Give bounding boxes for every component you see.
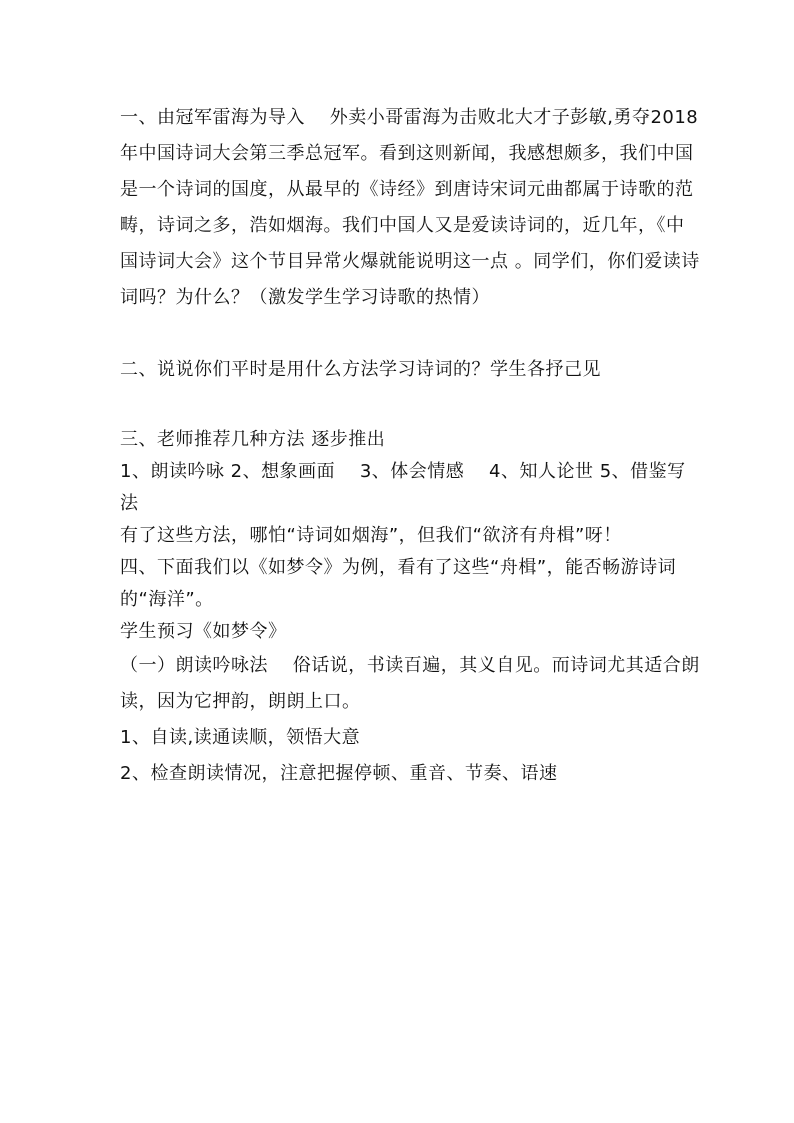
paragraph-intro: 一、由冠军雷海为导入 外卖小哥雷海为击败北大才子彭敏,勇夺2018年中国诗词大会第三季总冠军。看到这则新闻，我感想颇多，我们中国是一个诗词的国度，从最早的《诗经》到唐诗宋词元曲都属于诗歌的范畴，诗词之多，浩如烟海。我们中国人又是爱读诗词的，近几年，《中国诗词大会》这个节目异常火爆就能说明这一点 。同学们，你们爱读诗词吗？为什么？（激发学生学习诗歌的热情） <box>120 107 700 308</box>
paragraph-methods-summary: 有了这些方法，哪怕“诗词如烟海”，但我们“欲济有舟楫”呀！ <box>120 525 622 546</box>
paragraph-methods-list: 1、朗读吟咏 2、想象画面 3、体会情感 4、知人论世 5、借鉴写法 <box>120 461 686 514</box>
paragraph-example: 四、下面我们以《如梦令》为例，看有了这些“舟楫”，能否畅游诗词的“海洋”。 <box>120 557 677 610</box>
paragraph-reading-method: （一）朗读吟咏法 俗话说，书读百遍，其义自见。而诗词尤其适合朗读，因为它押韵，朗朗上口。 <box>120 655 700 712</box>
paragraph-preview: 学生预习《如梦令》 <box>120 621 287 642</box>
paragraph-step-1: 1、自读,读通读顺，领悟大意 <box>120 727 361 748</box>
paragraph-question: 二、说说你们平时是用什么方法学习诗词的？学生各抒己见 <box>120 359 601 380</box>
paragraph-step-2: 2、检查朗读情况，注意把握停顿、重音、节奏、语速 <box>120 763 558 784</box>
paragraph-methods-heading: 三、老师推荐几种方法 逐步推出 <box>120 429 386 450</box>
document-body <box>120 100 700 792</box>
blank-line <box>120 316 700 352</box>
blank-line <box>120 388 700 424</box>
